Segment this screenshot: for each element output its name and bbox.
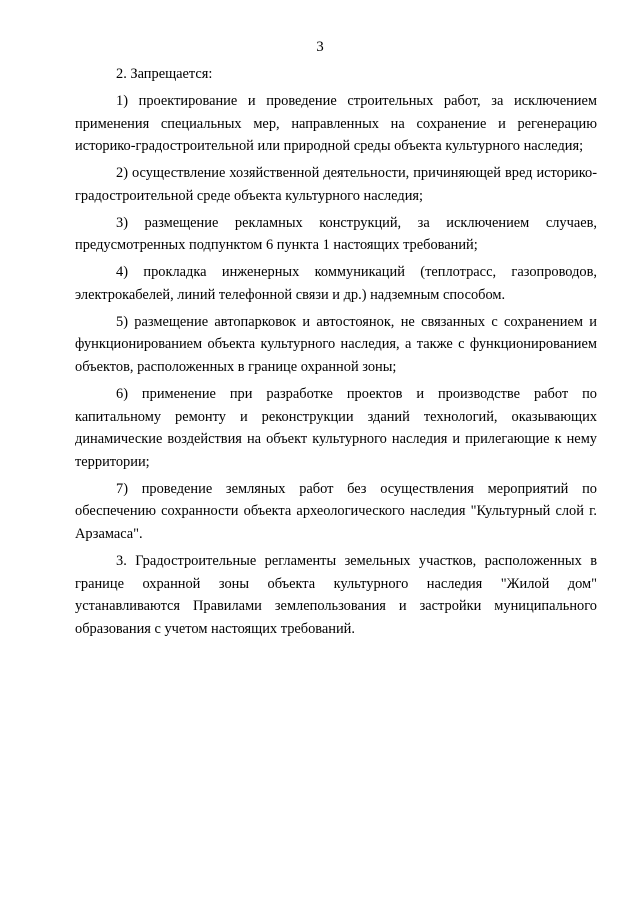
document-body bbox=[75, 63, 597, 645]
list-item-5: 5) размещение автопарковок и автостоянок, не связанных с сохранением и функционированием объекта культурного наследия, а также с функционированием объектов, расположенных в границе охранной зоны; bbox=[75, 313, 597, 376]
list-item-4: 4) прокладка инженерных коммуникаций (теплотрасс, газопроводов, электрокабелей, линий телефонной связи и др.) надземным способом. bbox=[75, 264, 597, 303]
section-3-paragraph: 3. Градостроительные регламенты земельных участков, расположенных в границе охранной зоны объекта культурного наследия "Жилой дом" устанавливаются Правилами землепользования и застройки муниципального образования с учетом настоящих требований. bbox=[75, 553, 597, 637]
list-item-3: 3) размещение рекламных конструкций, за исключением случаев, предусмотренных подпунктом 6 пункта 1 настоящих требований; bbox=[75, 214, 597, 254]
list-item-6: 6) применение при разработке проектов и производстве работ по капитальному ремонту и реконструкции зданий технологий, оказывающих динамические воздействия на объект культурного наследия и прилегающие к нему территории; bbox=[75, 386, 597, 470]
list-item-1: 1) проектирование и проведение строительных работ, за исключением применения специальных мер, направленных на сохранение и регенерацию историко-градостроительной или природной среды объекта культурного наследия; bbox=[75, 92, 597, 155]
section-heading-prohibited: 2. Запрещается: bbox=[116, 66, 213, 82]
page-number: 3 bbox=[316, 39, 324, 55]
list-item-2: 2) осуществление хозяйственной деятельности, причиняющей вред историко-градостроительной среде объекта культурного наследия; bbox=[75, 165, 597, 204]
list-item-7: 7) проведение земляных работ без осуществления мероприятий по обеспечению сохранности объекта археологического наследия "Культурный слой г. Арзамаса". bbox=[75, 480, 597, 543]
